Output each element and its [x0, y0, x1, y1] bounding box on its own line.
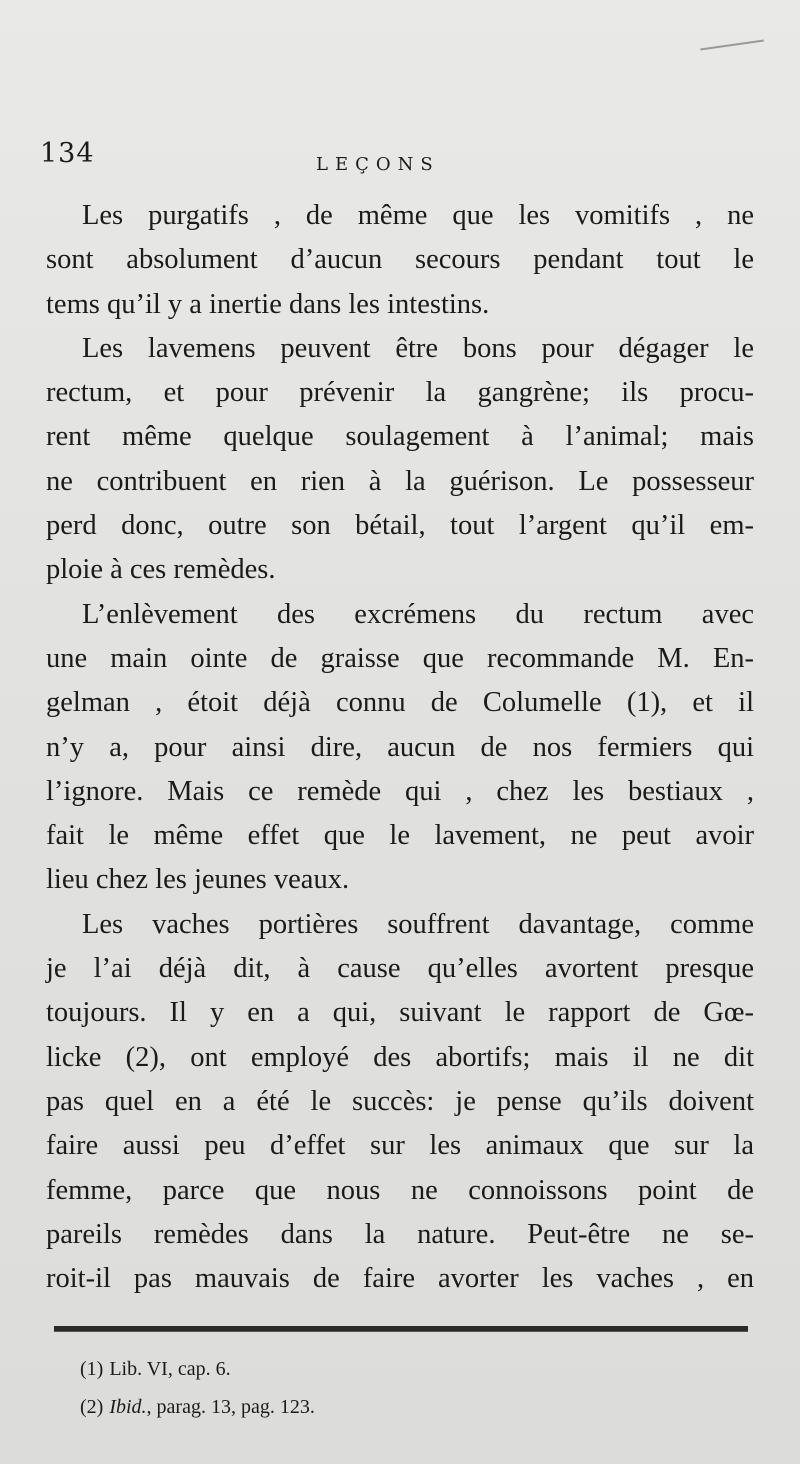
footnote-rule: [54, 1326, 748, 1332]
text-line: rent même quelque soulagement à l’animal; mais: [46, 421, 754, 453]
footnote-ref: (2): [80, 1396, 104, 1418]
text-line: ploie à ces remèdes.: [46, 554, 276, 586]
text-line: ne contribuent en rien à la guérison. Le possesseur: [46, 465, 754, 497]
text-line: femme, parce que nous ne connoissons point de: [46, 1174, 754, 1206]
running-head: LEÇONS: [316, 154, 440, 175]
text-line: faire aussi peu d’effet sur les animaux que sur la: [46, 1130, 754, 1162]
text-line: rectum, et pour prévenir la gangrène; ils procu-: [46, 377, 754, 409]
footnotes: [80, 1350, 740, 1426]
footnote-italic: Ibid.: [109, 1396, 147, 1418]
text-line: lieu chez les jeunes veaux.: [46, 864, 350, 896]
paragraph-4: [46, 903, 754, 1302]
footnote-1: [80, 1350, 740, 1388]
paragraph-1: [46, 194, 754, 327]
text-line: pas quel en a été le succès: je pense qu’ils doivent: [46, 1085, 754, 1117]
text-line: n’y a, pour ainsi dire, aucun de nos fermiers qui: [46, 731, 754, 763]
text-line: pareils remèdes dans la nature. Peut-être ne se-: [46, 1218, 754, 1250]
text-line: Les purgatifs , de même que les vomitifs , ne: [82, 200, 754, 231]
text-line: je l’ai déjà dit, à cause qu’elles avortent presque: [46, 953, 754, 985]
paragraph-3: [46, 593, 754, 903]
text-line: roit-il pas mauvais de faire avorter les vaches , en: [46, 1263, 754, 1295]
text-line: l’ignore. Mais ce remède qui , chez les bestiaux ,: [46, 775, 754, 807]
text-line: licke (2), ont employé des abortifs; mais il ne dit: [46, 1041, 754, 1073]
pencil-mark: [700, 40, 764, 51]
text-line: Les vaches portières souffrent davantage, comme: [82, 908, 754, 940]
footnote-ref: (1): [80, 1358, 104, 1380]
footnote-text: , parag. 13, pag. 123.: [146, 1396, 315, 1418]
page-number: 134: [40, 138, 95, 169]
text-line: Les lavemens peuvent être bons pour dégager le: [82, 332, 754, 364]
text-line: perd donc, outre son bétail, tout l’argent qu’il em-: [46, 510, 754, 542]
text-line: une main ointe de graisse que recommande M. En-: [46, 642, 754, 674]
footnote-2: [80, 1388, 740, 1426]
text-line: tems qu’il y a inertie dans les intestins.: [46, 288, 490, 320]
body-text: [46, 194, 754, 1301]
text-line: toujours. Il y en a qui, suivant le rapport de Gœ-: [46, 997, 754, 1029]
footnote-text: Lib. VI, cap. 6.: [109, 1358, 231, 1380]
text-line: fait le même effet que le lavement, ne peut avoir: [46, 820, 754, 852]
text-line: sont absolument d’aucun secours pendant tout le: [46, 244, 754, 276]
paragraph-2: [46, 327, 754, 593]
text-line: L’enlèvement des excrémens du rectum avec: [82, 598, 754, 630]
text-line: gelman , étoit déjà connu de Columelle (1), et il: [46, 687, 754, 719]
